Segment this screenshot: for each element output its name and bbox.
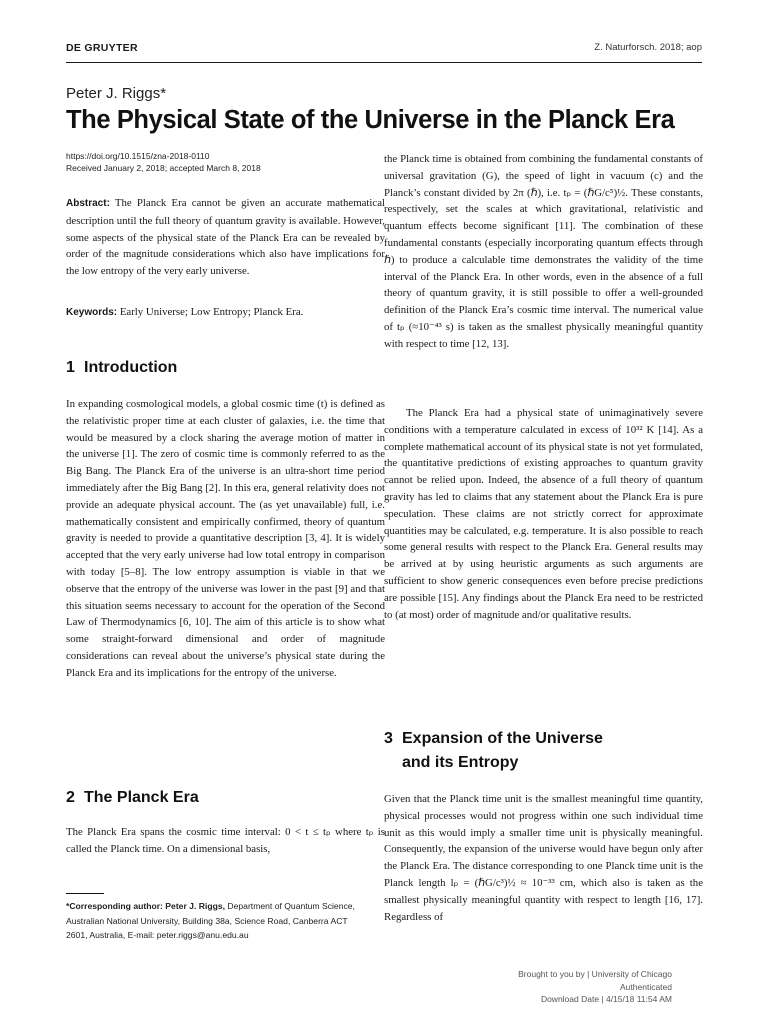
abstract: [66, 195, 385, 280]
section-title: The Planck Era: [84, 789, 199, 806]
right-paragraph-2: [384, 405, 703, 623]
footnote-label: *Corresponding author: Peter J. Riggs,: [66, 901, 226, 911]
journal-citation: Z. Naturforsch. 2018; aop: [594, 42, 702, 53]
section-title-line2: and its Entropy: [402, 754, 519, 771]
doi-link[interactable]: https://doi.org/10.1515/zna-2018-0110: [66, 151, 210, 161]
footer-line-2: Authenticated: [620, 981, 672, 992]
intro-paragraph: In expanding cosmological models, a global cosmic time (t) is defined as the relativistic proper time at each cluster of galaxies, i.e. the time that would be measured by a clock sharing the average motion of matter in the universe [1]. The zero of cosmic time is commonly referred to as the Big Bang. The Planck Era of the universe is an ultra-short time period immediately after the Big Bang [2]. In this era, general relativity does not provide an adequate physical account. The (as yet unavailable) full, i.e. mathematically consistent and empirically confirmed, theory of quantum gravity is needed to provide a quantitative description [3, 4]. It is widely accepted that the very early universe had low total entropy in comparison with today [5–8]. The low entropy assumption is viable in that we observe that the entropy of the universe was lower in the past [9] and that this situation seems necessary to account for the operation of the Second Law of Thermodynamics [6, 10]. The aim of this article is to show what some straight-forward dimensional and order of magnitude considerations can reveal about the universe’s physical state during the Planck Era and its implications for the entropy of the universe.: [66, 398, 385, 679]
keywords: [66, 304, 385, 322]
article-meta: [66, 150, 385, 174]
footer-line-3: Download Date | 4/15/18 11:54 AM: [540, 994, 672, 1004]
received-dates: Received January 2, 2018; accepted March 8, 2018: [66, 163, 261, 173]
keywords-text: Early Universe; Low Entropy; Planck Era.: [117, 306, 304, 318]
section-heading-planck-era: [66, 786, 199, 810]
corresponding-author-footnote: [66, 899, 366, 943]
section-number: 3: [384, 730, 393, 747]
author-name: Peter J. Riggs*: [66, 85, 167, 102]
abstract-text: The Planck Era cannot be given an accurate mathematical description until the full theory of quantum gravity is available. However, some aspects of the physical state of the Planck Era can be revealed by order of the magnitude considerations which also have implications for the low entropy of the very early universe.: [66, 197, 385, 278]
footnote-rule: [66, 893, 104, 894]
section-title: Introduction: [84, 359, 178, 376]
abstract-label: Abstract:: [66, 198, 110, 209]
section-number: 1: [66, 359, 75, 376]
download-footer: [518, 968, 672, 1006]
right-paragraph-2-text: The Planck Era had a physical state of unimaginatively severe conditions with a temperature calculated in excess of 10³² K [14]. As a complete mathematical account of its physical state is not yet formulated, the quantitative predictions of existing approaches to quantum gravity cannot be relied upon. Indeed, the absence of a full theory of quantum gravity has led to claims that any statement about the Planck Era is pure speculation. These claims are not strictly correct for approximate quantities may be calculated, e.g. temperature. It is also possible to reach some general results with respect to the Planck Era. General results may be arrived at by using heuristic arguments as such arguments are sufficient to show generic consequences even before precise predictions are possible [15]. Any findings about the Planck Era need to be restricted to (at most) order of magnitude and/or qualitative results.: [384, 407, 703, 621]
planck-era-paragraph: The Planck Era spans the cosmic time interval: 0 < t ≤ tₚ where tₚ is called the Planck time. On a dimensional basis,: [66, 826, 385, 855]
keywords-label: Keywords:: [66, 307, 118, 318]
footnote-text: Department of Quantum Science, Australian National University, Building 38a, Science Road, Canberra ACT 2601, Australia, E-mail: peter.riggs@anu.edu.au: [66, 901, 355, 940]
expansion-paragraph: Given that the Planck time unit is the smallest meaningful time quantity, physical processes would not progress within one such individual time unit as this would imply a smaller time unit is physically meaningful. Consequently, the expansion of the universe would have begun only after the Planck Era. The distance corresponding to one Planck time unit is the Planck length lₚ = (ℏG/c³)½ ≈ 10⁻³³ cm, which also is taken as the smallest physically meaningful quantity with respect to length [16, 17]. Regardless of: [384, 793, 703, 923]
footer-line-1: Brought to you by | University of Chicago: [518, 969, 672, 979]
article-title: The Physical State of the Universe in the Planck Era: [66, 106, 675, 134]
section-title-line1: Expansion of the Universe: [402, 730, 603, 747]
section-heading-expansion: [384, 727, 603, 775]
section-heading-introduction: [66, 356, 177, 380]
section-number: 2: [66, 789, 75, 806]
header-rule: [66, 62, 702, 63]
right-paragraph-1: the Planck time is obtained from combining the fundamental constants of universal gravitation (G), the speed of light in vacuum (c) and the Planck’s constant divided by 2π (ℏ), i.e. tₚ = (ℏG/c⁵)½. These constants, respectively, set the scales at which gravitational, relativistic and quantum effects become significant [11]. The combination of these fundamental constants (especially incorporating quantum effects through ℏ) to produce a calculable time demonstrates the validity of the time interval of the Planck Era. In other words, even in the absence of a full theory of quantum gravity, it is still possible to offer a well-grounded definition of the Planck Era’s cosmic time interval. The numerical value of tₚ (≈10⁻⁴³ s) is taken as the smallest physically meaningful quantity with respect to time [12, 13].: [384, 153, 703, 350]
publisher-name: DE GRUYTER: [66, 42, 138, 54]
